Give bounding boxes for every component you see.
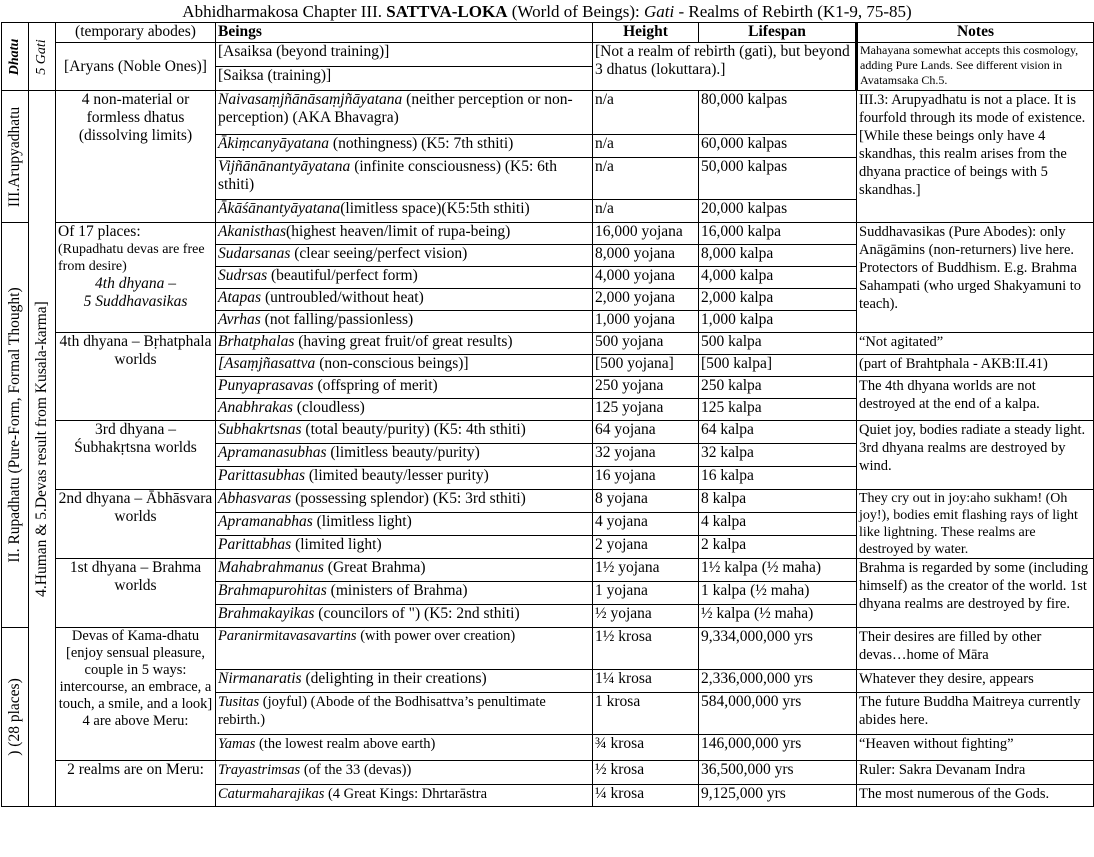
being-row: Apramanabhas (limitless light) bbox=[216, 513, 593, 536]
arupya-group: 4 non-material or formless dhatus (dissolving limits) bbox=[56, 91, 216, 223]
lifespan-cell: 16 kalpa bbox=[699, 467, 857, 490]
lifespan-cell: 250 kalpa bbox=[699, 377, 857, 399]
rebirth-realms-table bbox=[1, 22, 1094, 807]
height-cell: 32 yojana bbox=[593, 444, 699, 467]
kama-group-above-meru: Devas of Kama-dhatu [enjoy sensual pleasure, couple in 5 ways: intercourse, an embrace, a touch, a smile, and a look] 4 are above Meru: bbox=[56, 628, 216, 761]
height-cell: ½ krosa bbox=[593, 761, 699, 785]
being-row: Ākiṃcanyāyatana (nothingness) (K5: 7th sthiti) bbox=[216, 135, 593, 158]
height-cell: 64 yojana bbox=[593, 421, 699, 444]
height-cell: n/a bbox=[593, 158, 699, 200]
lifespan-cell: 32 kalpa bbox=[699, 444, 857, 467]
height-cell: 8,000 yojana bbox=[593, 245, 699, 267]
kama-note: The future Buddha Maitreya currently abides here. bbox=[857, 693, 1094, 735]
lifespan-cell: 2 kalpa bbox=[699, 536, 857, 559]
kama-note: Their desires are filled by other devas…home of Māra bbox=[857, 628, 1094, 670]
height-cell: 1 krosa bbox=[593, 693, 699, 735]
height-cell: 8 yojana bbox=[593, 490, 699, 513]
rupa-group-subhakrtsna: 3rd dhyana – Śubhakṛtsna worlds bbox=[56, 421, 216, 490]
saiksa-cell: [Saiksa (training)] bbox=[216, 67, 593, 91]
height-cell: 4,000 yojana bbox=[593, 267, 699, 289]
kama-note: Whatever they desire, appears bbox=[857, 670, 1094, 693]
kamadhatu-label: ) (28 places) bbox=[2, 628, 29, 807]
height-cell: [500 yojana] bbox=[593, 355, 699, 377]
lifespan-cell: 16,000 kalpa bbox=[699, 223, 857, 245]
being-row: Trayastrimsas (of the 33 (devas)) bbox=[216, 761, 593, 785]
rupa-group-abhasvara: 2nd dhyana – Ābhāsvara worlds bbox=[56, 490, 216, 559]
lifespan-cell: 20,000 kalpas bbox=[699, 200, 857, 223]
being-row: Brahmakayikas (councilors of ") (K5: 2nd sthiti) bbox=[216, 605, 593, 628]
being-row: Yamas (the lowest realm above earth) bbox=[216, 735, 593, 761]
rupa-note-1: Suddhavasikas (Pure Abodes): only Anāgāmins (non-returners) live here. Protectors of Buddhism. E.g. Brahma Sahampati (who urged Shakyamuni to teach). bbox=[857, 223, 1094, 333]
lifespan-cell: 9,334,000,000 yrs bbox=[699, 628, 857, 670]
rupa-group-brhatphala: 4th dhyana – Bṛhatphala worlds bbox=[56, 333, 216, 421]
being-row: Tusitas (joyful) (Abode of the Bodhisattva’s penultimate rebirth.) bbox=[216, 693, 593, 735]
height-cell: 1,000 yojana bbox=[593, 311, 699, 333]
page-title: Abhidharmakosa Chapter III. SATTVA-LOKA (World of Beings): Gati - Realms of Rebirth (K1-9, 75-85) bbox=[182, 2, 912, 21]
lifespan-cell: [500 kalpa] bbox=[699, 355, 857, 377]
being-row: Sudrsas (beautiful/perfect form) bbox=[216, 267, 593, 289]
being-row: Atapas (untroubled/without heat) bbox=[216, 289, 593, 311]
being-row: Avrhas (not falling/passionless) bbox=[216, 311, 593, 333]
lifespan-cell: 2,336,000,000 yrs bbox=[699, 670, 857, 693]
lifespan-cell: 36,500,000 yrs bbox=[699, 761, 857, 785]
height-cell: 1 yojana bbox=[593, 582, 699, 605]
lifespan-cell: 60,000 kalpas bbox=[699, 135, 857, 158]
kama-group-on-meru: 2 realms are on Meru: bbox=[56, 761, 216, 807]
lifespan-cell: 8,000 kalpa bbox=[699, 245, 857, 267]
height-cell: 16 yojana bbox=[593, 467, 699, 490]
notes-header: Notes bbox=[857, 23, 1094, 43]
kama-note: “Heaven without fighting” bbox=[857, 735, 1094, 761]
being-row: Brhatphalas (having great fruit/of great results) bbox=[216, 333, 593, 355]
being-row: Apramanasubhas (limitless beauty/purity) bbox=[216, 444, 593, 467]
lifespan-cell: 1½ kalpa (½ maha) bbox=[699, 559, 857, 582]
height-cell: 2,000 yojana bbox=[593, 289, 699, 311]
height-cell: 250 yojana bbox=[593, 377, 699, 399]
height-cell: 2 yojana bbox=[593, 536, 699, 559]
dhatu-label: Dhatu bbox=[2, 23, 29, 91]
rupa-note-7: Brahma is regarded by some (including himself) as the creator of the world. 1st dhyana realms are destroyed by fire. bbox=[857, 559, 1094, 628]
being-row: Ākāśānantyāyatana(limitless space)(K5:5th sthiti) bbox=[216, 200, 593, 223]
height-cell: n/a bbox=[593, 200, 699, 223]
being-row: Akanisthas(highest heaven/limit of rupa-being) bbox=[216, 223, 593, 245]
kama-note: Ruler: Sakra Devanam Indra bbox=[857, 761, 1094, 785]
lifespan-cell: 8 kalpa bbox=[699, 490, 857, 513]
beings-header: Beings bbox=[216, 23, 593, 43]
lifespan-cell: 1 kalpa (½ maha) bbox=[699, 582, 857, 605]
aryans-group: [Aryans (Noble Ones)] bbox=[56, 43, 216, 91]
height-cell: 1¼ krosa bbox=[593, 670, 699, 693]
being-row: Nirmanaratis (delighting in their creations) bbox=[216, 670, 593, 693]
rupadhatu-label: II. Rupadhatu (Pure-Form, Formal Thought) bbox=[2, 223, 29, 628]
rupa-group-pure-abodes: Of 17 places: (Rupadhatu devas are free from desire) 4th dhyana – 5 Suddhavasikas bbox=[56, 223, 216, 333]
height-cell: 1½ krosa bbox=[593, 628, 699, 670]
being-row: Subhakrtsnas (total beauty/purity) (K5: 4th sthiti) bbox=[216, 421, 593, 444]
gati-label: 5 Gati bbox=[29, 23, 56, 91]
lifespan-header: Lifespan bbox=[699, 23, 857, 43]
height-cell: n/a bbox=[593, 91, 699, 135]
being-row: Caturmaharajikas (4 Great Kings: Dhrtarāstra bbox=[216, 785, 593, 807]
rupa-note-2: “Not agitated” bbox=[857, 333, 1094, 355]
arupya-note: III.3: Arupyadhatu is not a place. It is fourfold through its mode of existence. [While these beings only have 4 skandhas, this realm arises from the dhyana practice of beings with 5 skandhas.] bbox=[857, 91, 1094, 223]
height-cell: 4 yojana bbox=[593, 513, 699, 536]
height-cell: 500 yojana bbox=[593, 333, 699, 355]
lifespan-cell: 9,125,000 yrs bbox=[699, 785, 857, 807]
being-row: Anabhrakas (cloudless) bbox=[216, 399, 593, 421]
being-row: Abhasvaras (possessing splendor) (K5: 3rd sthiti) bbox=[216, 490, 593, 513]
height-cell: 16,000 yojana bbox=[593, 223, 699, 245]
rupa-group-brahma: 1st dhyana – Brahma worlds bbox=[56, 559, 216, 628]
lifespan-cell: 4,000 kalpa bbox=[699, 267, 857, 289]
height-cell: n/a bbox=[593, 135, 699, 158]
lifespan-cell: 50,000 kalpas bbox=[699, 158, 857, 200]
being-row: Mahabrahmanus (Great Brahma) bbox=[216, 559, 593, 582]
rupa-note-4: The 4th dhyana worlds are not destroyed at the end of a kalpa. bbox=[857, 377, 1094, 421]
abodes-header: (temporary abodes) bbox=[56, 23, 216, 43]
lifespan-cell: 584,000,000 yrs bbox=[699, 693, 857, 735]
height-cell: ¼ krosa bbox=[593, 785, 699, 807]
height-header: Height bbox=[593, 23, 699, 43]
not-realm-cell: [Not a realm of rebirth (gati), but beyond 3 dhatus (lokuttara).] bbox=[593, 43, 857, 91]
being-row: Punyaprasavas (offspring of merit) bbox=[216, 377, 593, 399]
lifespan-cell: 1,000 kalpa bbox=[699, 311, 857, 333]
lifespan-cell: 64 kalpa bbox=[699, 421, 857, 444]
rupa-note-3: (part of Brahtphala - AKB:II.41) bbox=[857, 355, 1094, 377]
being-row: Naivasaṃjñānāsaṃjñāyatana (neither perception or non-perception) (AKA Bhavagra) bbox=[216, 91, 593, 135]
lifespan-cell: 146,000,000 yrs bbox=[699, 735, 857, 761]
mahayana-note: Mahayana somewhat accepts this cosmology, adding Pure Lands. See different vision in Avatamsaka Ch.5. bbox=[857, 43, 1094, 91]
lifespan-cell: ½ kalpa (½ maha) bbox=[699, 605, 857, 628]
being-row: [Asaṃjñasattva (non-conscious beings)] bbox=[216, 355, 593, 377]
kama-note: The most numerous of the Gods. bbox=[857, 785, 1094, 807]
lifespan-cell: 80,000 kalpas bbox=[699, 91, 857, 135]
being-row: Paranirmitavasavartins (with power over creation) bbox=[216, 628, 593, 670]
rupa-note-5: Quiet joy, bodies radiate a steady light. 3rd dhyana realms are destroyed by wind. bbox=[857, 421, 1094, 490]
being-row: Vijñānānantyāyatana (infinite consciousness) (K5: 6th sthiti) bbox=[216, 158, 593, 200]
being-row: Parittabhas (limited light) bbox=[216, 536, 593, 559]
lifespan-cell: 125 kalpa bbox=[699, 399, 857, 421]
lifespan-cell: 2,000 kalpa bbox=[699, 289, 857, 311]
devas-label: 4.Human & 5.Devas result from Kusala-karma] bbox=[29, 91, 56, 807]
height-cell: ¾ krosa bbox=[593, 735, 699, 761]
asaiksa-cell: [Asaiksa (beyond training)] bbox=[216, 43, 593, 67]
being-row: Parittasubhas (limited beauty/lesser purity) bbox=[216, 467, 593, 490]
rupa-note-6: They cry out in joy:aho sukham! (Oh joy!), bodies emit flashing rays of light like lightning. These realms are destroyed by water. bbox=[857, 490, 1094, 559]
being-row: Sudarsanas (clear seeing/perfect vision) bbox=[216, 245, 593, 267]
being-row: Brahmapurohitas (ministers of Brahma) bbox=[216, 582, 593, 605]
height-cell: 125 yojana bbox=[593, 399, 699, 421]
height-cell: ½ yojana bbox=[593, 605, 699, 628]
arupyadhatu-label: III.Arupyadhatu bbox=[2, 91, 29, 223]
lifespan-cell: 4 kalpa bbox=[699, 513, 857, 536]
lifespan-cell: 500 kalpa bbox=[699, 333, 857, 355]
height-cell: 1½ yojana bbox=[593, 559, 699, 582]
